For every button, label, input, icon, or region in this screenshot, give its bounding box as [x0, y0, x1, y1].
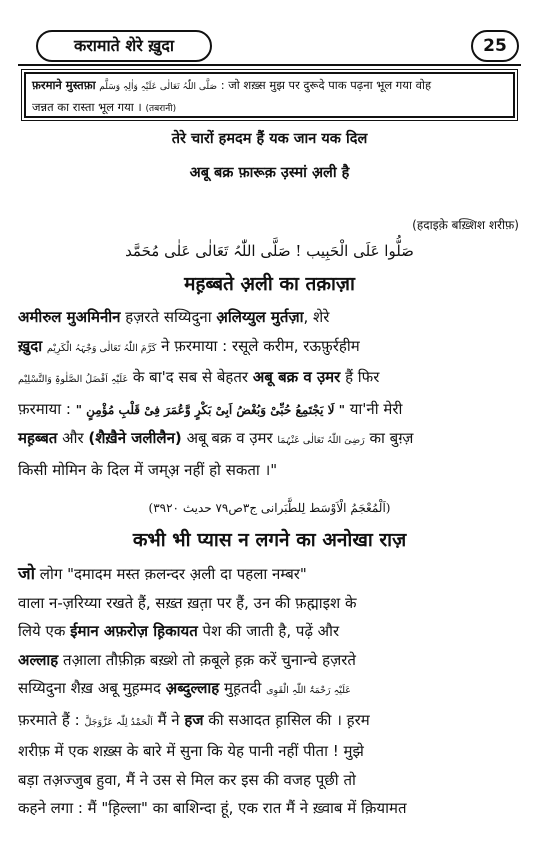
s2-bold-6: हज	[184, 710, 204, 729]
s2-line-2: वाला न-ज़रिय्या रखते हैं, सख़्त ख़त़ा पर हैं, उन की फ़ह्माइश के	[18, 593, 357, 612]
s2-text-3a: लिये एक	[18, 622, 71, 640]
s1-arabic-5: رَضِیَ اللّٰہُ تَعَالٰی عَنْہُمَا	[277, 435, 365, 446]
notice-source: (तबरानी)	[145, 104, 177, 114]
s2-bold-1: जो	[18, 564, 36, 584]
poem-line-1: तेरे चारों हमदम हैं यक जान यक दिल	[171, 131, 368, 147]
hadith-notice-box	[24, 72, 515, 118]
s1-text-1b: , शेरे	[303, 308, 330, 326]
book-title: करामाते शेरे ख़ुदा	[36, 30, 212, 62]
s1-text-2: ने फ़रमाया : रसूले करीम, रऊफ़ुर्रहीम	[156, 336, 360, 355]
s1-line-3	[18, 363, 521, 395]
s1-line-1	[18, 303, 521, 332]
s2-line-7: शरीफ़ में एक शख़्स के बारे में सुना कि येह पानी नहीं पीता ! मुझे	[18, 742, 364, 760]
s1-text-3b: हैं फिर	[340, 368, 380, 386]
s1-line-6: किसी मोमिन के दिल में जम्अ़ नहीं हो सकता ।"	[18, 460, 278, 479]
s2-text-1: लोग "दमादम मस्त क़लन्दर अ़ली दा पहला नम्बर"	[35, 565, 307, 583]
s1-text-5a: और	[57, 429, 89, 447]
notice-line-2	[32, 97, 507, 119]
s2-text-6a: फ़रमाते हैं :	[18, 710, 85, 729]
s2-line-9: कहने लगा : मैं "ह़िल्ला" का बाशिन्दा हूं, एक रात मैं ने ख़्वाब में क़ियामत	[18, 799, 407, 817]
s2-line-1	[18, 560, 521, 589]
s1-bold-1b: अ़लिय्युल मुर्तज़ा	[216, 308, 304, 326]
salat-line: صَلُّوا عَلَی الْحَبِیب ! صَلَّی اللّٰہُ تَعَالٰی عَلٰی مُحَمَّد	[125, 242, 414, 260]
s2-line-3	[18, 617, 521, 646]
notice-text-1: : जो शख़्स मुझ पर दुरूदे पाक पढ़ना भूल गया वोह	[220, 78, 432, 92]
s1-arabic-quote: " لَا یَجْتَمِعُ حُبِّیْ وَبُغْضُ اَبِیْ بَکْرٍ وَّعُمَرَ فِیْ قَلْبِ مُؤْمِنٍ "	[75, 402, 345, 417]
s1-line-4	[18, 395, 521, 425]
notice-label: फ़रमाने मुस्तफ़ा	[32, 78, 96, 92]
s1-bold-2: ख़ुदा	[18, 336, 43, 355]
s2-line-5	[18, 674, 521, 706]
s1-arabic-3: عَلَیْہِ اَفْضَلُ الصَّلٰوۃِ وَالتَّسْلِیْم	[18, 374, 129, 385]
s2-text-6b: मैं ने	[152, 710, 185, 729]
section-heading-1: मह़ब्बते अ़ली का तक़ाज़ा	[184, 273, 355, 295]
s1-line-2	[18, 332, 521, 364]
s2-bold-5: अ़ब्दुल्लाह	[165, 679, 220, 697]
poem-line-2: अबू बक्र फ़ारूक़ उ़स्मां अ़ली है	[189, 165, 350, 181]
s1-text-5b: अबू बक्र व उ़मर	[181, 429, 278, 447]
s1-text-4b: या'नी मेरी	[344, 399, 403, 418]
s2-arabic-5: عَلَیْہِ رَحْمَۃُ اللّٰہِ الْقَوِی	[266, 685, 351, 696]
section-heading-2: कभी भी प्यास न लगने का अनोखा राज़	[132, 529, 407, 551]
notice-line-1	[32, 75, 507, 97]
s2-line-6	[18, 706, 521, 738]
book-page	[18, 26, 521, 846]
s2-bold-3: ईमान अफ़रोज़ ह़िकायत	[70, 622, 198, 640]
page-number: 25	[471, 30, 519, 62]
s1-line-5	[18, 424, 521, 456]
notice-text-2: जन्नत का रास्ता भूल गया ।	[32, 100, 142, 114]
arabic-reference: (اَلْمُعْجَمُ الْاَوْسَط لِلطَّبَرانی ج۳ص۷۹ حدیث ۳۹۲۰)	[148, 501, 391, 515]
s2-arabic-6: اَلْحَمْدُ لِلّٰہ عَزَّوَجَلَّ	[84, 716, 153, 728]
s1-text-5c: का बुग़्ज़	[364, 429, 414, 447]
s1-bold-3: अबू बक्र व उ़मर	[252, 368, 341, 386]
s2-text-3b: पेश की जाती है, पढ़ें और	[197, 622, 340, 640]
s2-text-4a: तआ़ला तौफ़ीक़ बख़्शे तो क़बूले ह़क़ करें चुनान्चे हज़रते	[58, 650, 356, 669]
poem-source: (हदाइके़ बख़्शिश शरीफ़)	[412, 218, 519, 232]
s2-bold-4: अल्लाह	[18, 650, 59, 669]
s2-line-8: बड़ा तअ़ज्जुब हुवा, मैं ने उस से मिल कर इस की वजह पूछी तो	[18, 770, 356, 789]
s2-text-5b: मुह़तदी	[219, 679, 267, 697]
s2-text-6c: की सआदत ह़ासिल की । ह़रम	[203, 710, 370, 729]
header-divider	[18, 64, 521, 66]
s2-line-4	[18, 646, 521, 675]
s1-text-1a: हज़रते सय्यिदुना	[120, 308, 217, 326]
notice-salutation: صَلَّی اللّٰہُ تَعَالٰی عَلَیْہِ وَاٰلِہٖ وَسَلَّم	[99, 82, 218, 92]
section-2-body	[18, 560, 521, 823]
s1-text-3a: के बा'द सब से बेहतर	[128, 368, 253, 386]
s1-bold-5: मह़ब्बत	[18, 429, 58, 447]
s1-arabic-2: کَرَّمَ اللّٰہُ تَعَالٰی وَجْہَہُ الْکَرِیْم	[46, 342, 157, 354]
s2-text-5a: सय्यिदुना शैख़ अबू मुह़म्मद	[18, 679, 166, 697]
s1-bold-5b: (शैख़ैने जलीलैन)	[88, 429, 182, 447]
s1-text-4a: फ़रमाया :	[18, 399, 76, 418]
section-1-body	[18, 303, 521, 484]
s1-bold-1: अमीरुल मुअमिनीन	[18, 308, 121, 326]
